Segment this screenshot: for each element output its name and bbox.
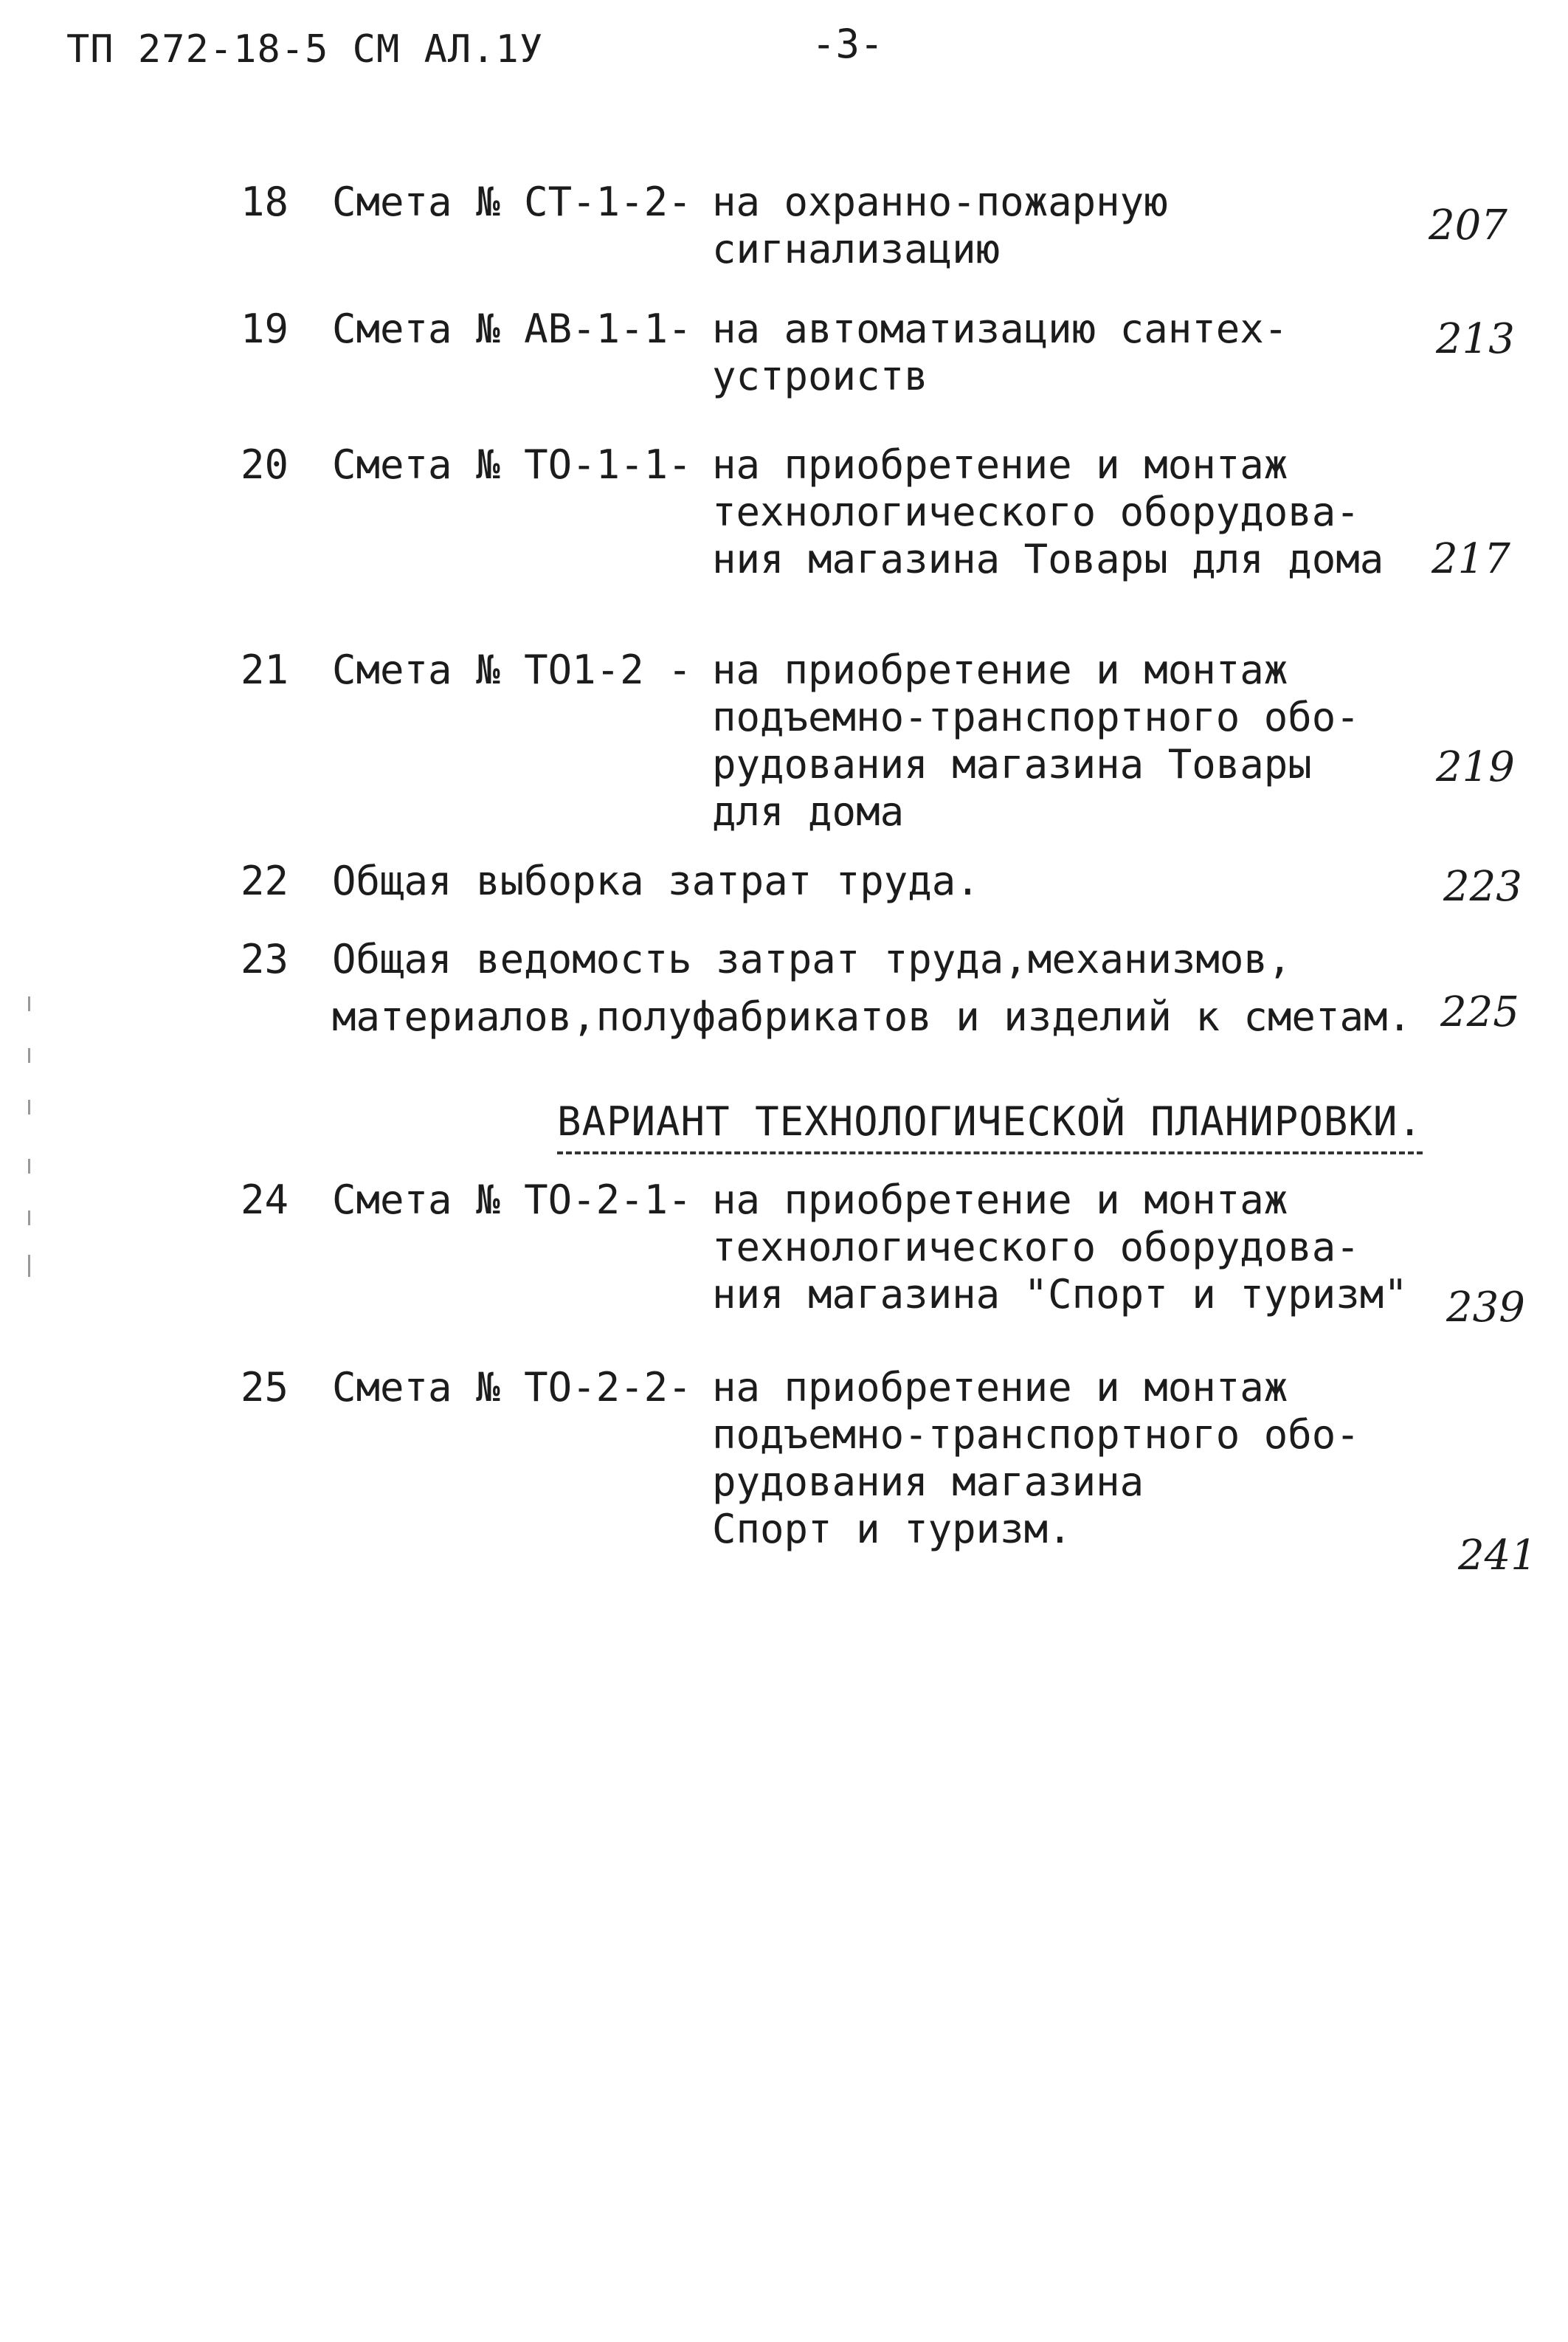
entry-label: Смета № ТО-2-1 bbox=[332, 1177, 669, 1223]
desc-line: Общая выборка затрат труда. bbox=[332, 858, 980, 904]
entry-description bbox=[712, 306, 1288, 400]
doc-code-text: ТП 272-18-5 СМ АЛ.1У bbox=[66, 27, 544, 72]
scan-mark bbox=[28, 1159, 30, 1174]
desc-line: рудования магазина Товары bbox=[712, 741, 1312, 788]
desc-line: на автоматизацию сантех- bbox=[712, 306, 1288, 352]
entry-page: 239 bbox=[1446, 1284, 1525, 1332]
entry-dash: - bbox=[668, 647, 692, 693]
desc-line: материалов,полуфабрикатов и изделий к сметам. bbox=[332, 993, 1412, 1040]
desc-line: ния магазина Товары для дома bbox=[712, 536, 1384, 582]
desc-line: на охранно-пожарную bbox=[712, 179, 1168, 225]
desc-line: подъемно-транспортного обо- bbox=[712, 1411, 1360, 1458]
entry-page: 223 bbox=[1443, 863, 1522, 911]
desc-line: сигнализацию bbox=[712, 226, 1001, 272]
desc-line: Общая ведомость затрат труда,механизмов, bbox=[332, 936, 1292, 982]
entry-number: 20 bbox=[241, 441, 289, 488]
section-title: ВАРИАНТ ТЕХНОЛОГИЧЕСКОЙ ПЛАНИРОВКИ. bbox=[557, 1098, 1423, 1154]
scan-mark bbox=[28, 996, 30, 1011]
document-code bbox=[66, 25, 543, 73]
entry-dash: - bbox=[668, 441, 692, 488]
desc-line: рудования магазина bbox=[712, 1458, 1144, 1505]
entry-page: 217 bbox=[1431, 535, 1510, 583]
entry-page: 225 bbox=[1440, 988, 1519, 1036]
entry-number: 18 bbox=[241, 179, 289, 225]
entry-number: 22 bbox=[241, 858, 289, 904]
entry-number: 25 bbox=[241, 1364, 289, 1411]
desc-line: Спорт и туризм. bbox=[712, 1506, 1072, 1552]
desc-line: устроиств bbox=[712, 353, 928, 399]
entry-description bbox=[332, 858, 980, 915]
entry-label: Смета № ТО1-2 bbox=[332, 647, 644, 693]
desc-line: на приобретение и монтаж bbox=[712, 1364, 1288, 1411]
scan-mark bbox=[28, 1210, 30, 1225]
desc-line: подъемно-транспортного обо- bbox=[712, 694, 1360, 740]
entry-label: Смета № АВ-1-1 bbox=[332, 306, 669, 352]
desc-line: технологического оборудова- bbox=[712, 489, 1360, 535]
entry-page: 219 bbox=[1436, 743, 1515, 791]
entry-number: 19 bbox=[241, 306, 289, 352]
entry-page: 241 bbox=[1458, 1532, 1537, 1580]
entry-label: Смета № ТО-1-1 bbox=[332, 441, 669, 488]
entry-dash: - bbox=[668, 1177, 692, 1223]
desc-line: на приобретение и монтаж bbox=[712, 441, 1288, 488]
entry-description bbox=[712, 179, 1168, 273]
entry-dash: - bbox=[668, 179, 692, 225]
desc-line: технологического оборудова- bbox=[712, 1224, 1360, 1270]
desc-line: для дома bbox=[712, 788, 905, 835]
entry-dash: - bbox=[668, 1364, 692, 1411]
entry-description bbox=[712, 1364, 1360, 1553]
entry-label: Смета № СТ-1-2 bbox=[332, 179, 669, 225]
entry-page: 213 bbox=[1436, 315, 1515, 363]
entry-description bbox=[712, 1177, 1408, 1318]
page-number: -3- bbox=[812, 21, 884, 67]
desc-line: на приобретение и монтаж bbox=[712, 647, 1288, 693]
entry-description bbox=[712, 441, 1384, 583]
entry-description bbox=[712, 647, 1360, 836]
scan-mark bbox=[28, 1255, 30, 1277]
scan-mark bbox=[28, 1048, 30, 1063]
entry-label: Смета № ТО-2-2 bbox=[332, 1364, 669, 1411]
entry-dash: - bbox=[668, 306, 692, 352]
entry-number: 21 bbox=[241, 647, 289, 693]
entry-number: 23 bbox=[241, 936, 289, 982]
desc-line: ния магазина "Спорт и туризм" bbox=[712, 1271, 1408, 1318]
entry-description bbox=[332, 936, 1412, 1051]
entry-number: 24 bbox=[241, 1177, 289, 1223]
entry-page: 207 bbox=[1429, 202, 1507, 249]
desc-line: на приобретение и монтаж bbox=[712, 1177, 1288, 1223]
scan-mark bbox=[28, 1100, 30, 1115]
